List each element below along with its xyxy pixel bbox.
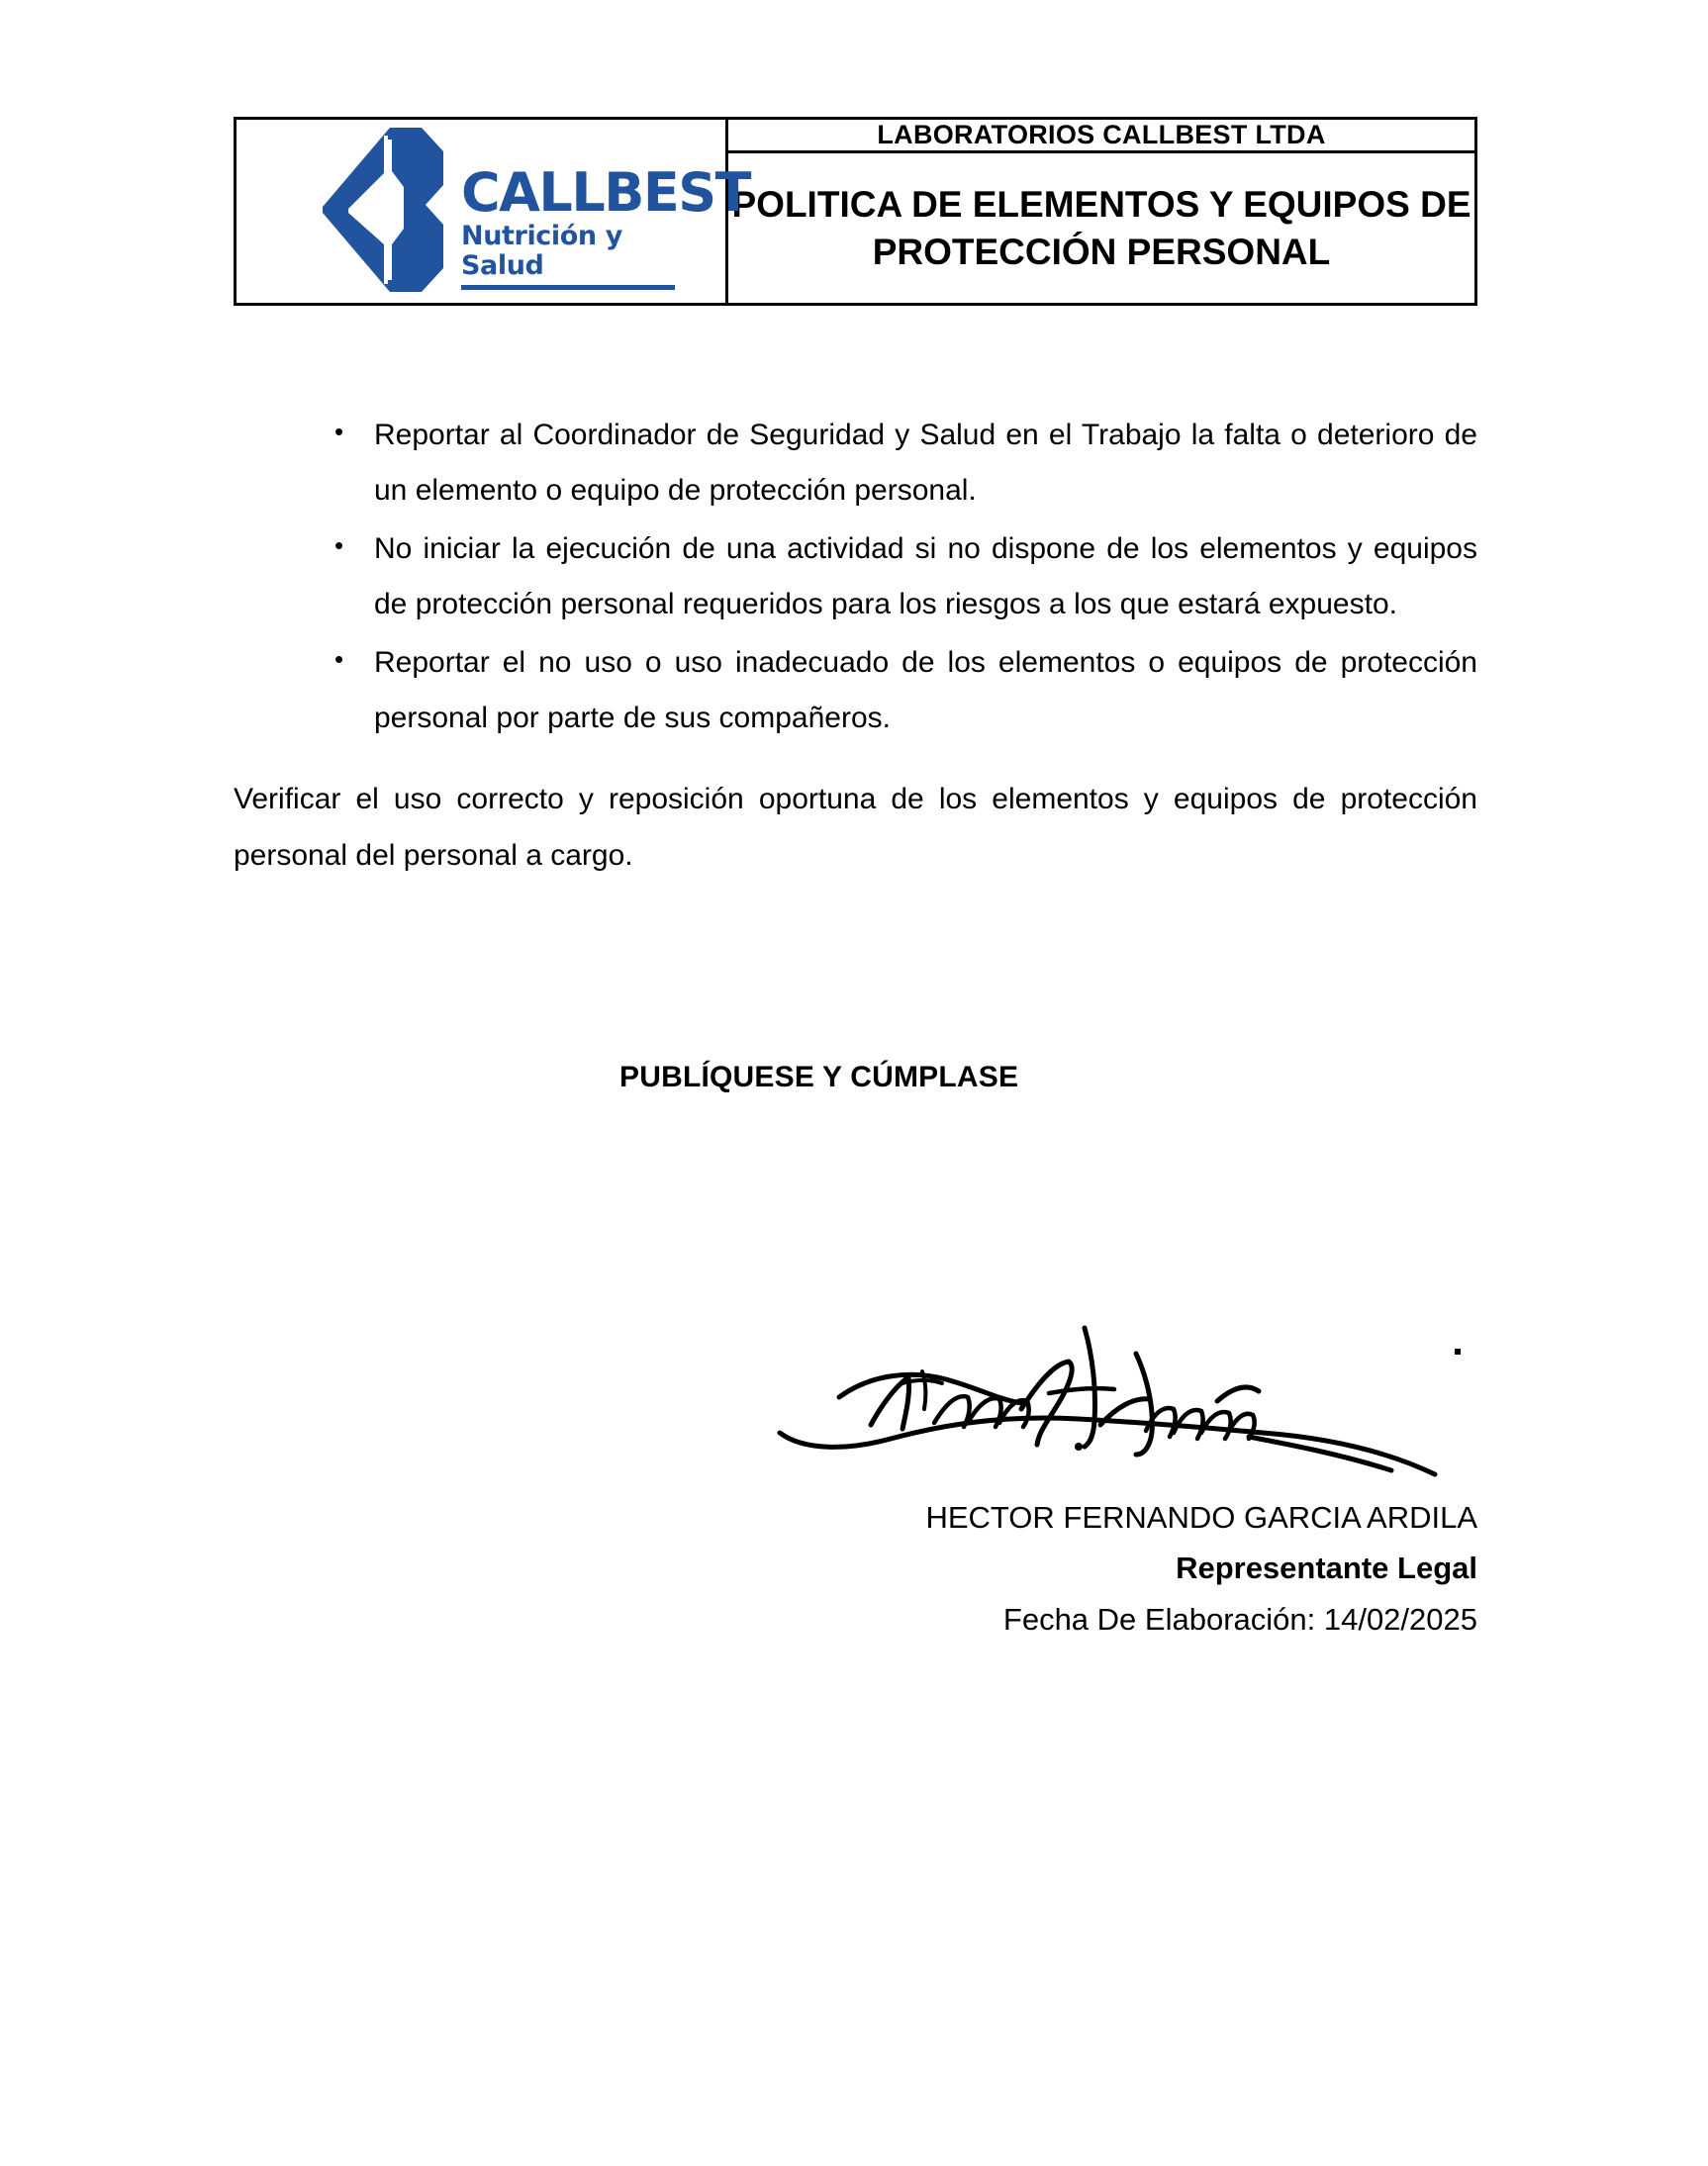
company-name-cell: LABORATORIOS CALLBEST LTDA [727, 119, 1476, 152]
document-body [234, 408, 1477, 884]
publiquese-heading: PUBLÍQUESE Y CÚMPLASE [619, 1061, 1019, 1093]
list-item: • Reportar al Coordinador de Seguridad y Salud en el Trabajo la falta o deterioro de un elemento o equipo de protección personal. [234, 408, 1477, 519]
document-header-table [234, 117, 1477, 306]
closing-paragraph: Verificar el uso correcto y reposición oportuna de los elementos y equipos de protección personal del personal a cargo. [234, 783, 1477, 872]
logo-tagline-text: Nutrición y Salud [461, 220, 622, 281]
handwritten-signature [752, 1306, 1484, 1484]
callbest-logo-mark-icon [319, 126, 457, 294]
callbest-logo [283, 120, 751, 298]
signature-stray-mark [1455, 1349, 1461, 1355]
list-item: • No iniciar la ejecución de una actividad si no dispone de los elementos y equipos de protección personal requeridos para los riesgos a los que estará expuesto. [234, 521, 1477, 633]
list-item: • Reportar el no uso o uso inadecuado de los elementos o equipos de protección personal por parte de sus compañeros. [234, 635, 1477, 747]
logo-wordmark [461, 161, 751, 290]
elaboration-date: Fecha De Elaboración: 14/02/2025 [1002, 1601, 1477, 1637]
signatory-role: Representante Legal [1176, 1551, 1477, 1586]
logo-cell [236, 119, 751, 305]
signature-block [488, 1496, 1477, 1643]
logo-underline [461, 285, 675, 290]
responsibilities-list [234, 408, 1477, 746]
logo-brand-text: CALLBEST [461, 161, 751, 224]
signatory-name: HECTOR FERNANDO GARCIA ARDILA [925, 1500, 1477, 1535]
document-title-cell: POLITICA DE ELEMENTOS Y EQUIPOS DE PROTECCIÓN PERSONAL [727, 152, 1476, 305]
